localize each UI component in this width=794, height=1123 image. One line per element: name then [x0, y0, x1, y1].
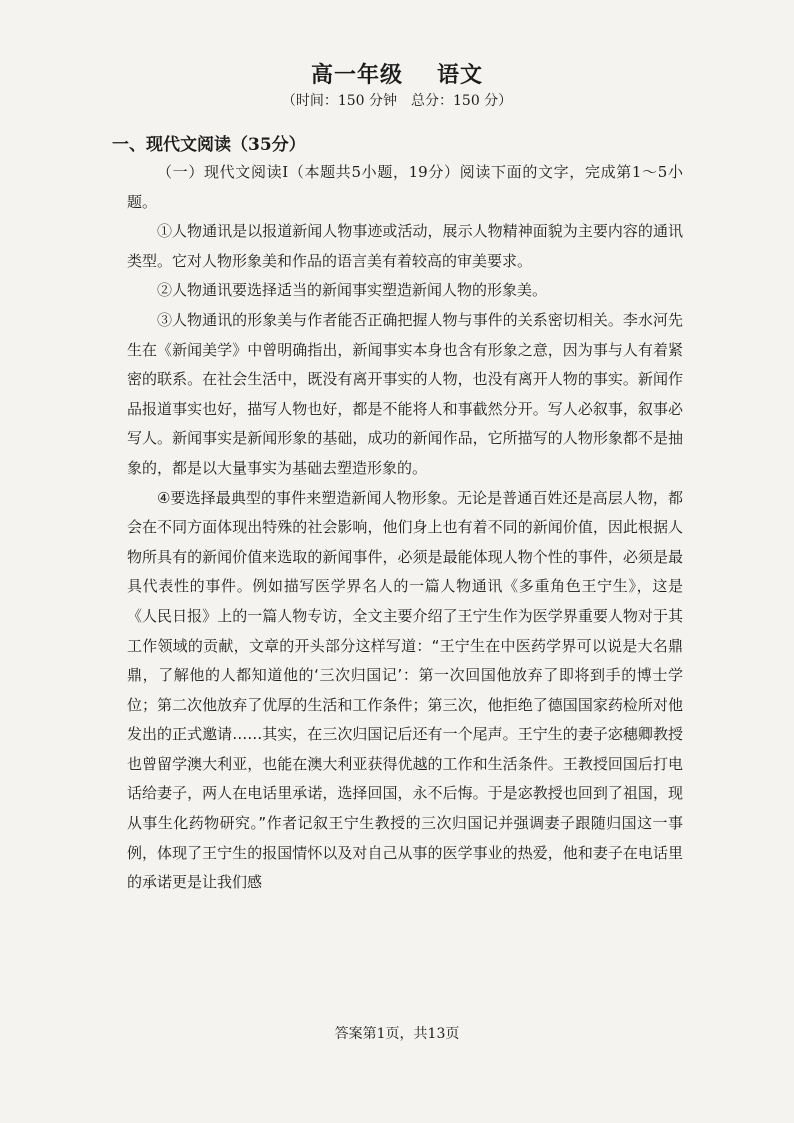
exam-meta: （时间：150 分钟 总分：150 分）	[281, 93, 513, 109]
subject-label: 语文	[437, 62, 484, 88]
reading-passage	[127, 158, 683, 898]
question-instruction: （一）现代文阅读Ⅰ（本题共5小题，19分）阅读下面的文字，完成第1～5小题。	[127, 163, 683, 211]
section-heading: 一、现代文阅读（35分）	[112, 135, 306, 155]
passage-paragraph-2: ②人物通讯要选择适当的新闻事实塑造新闻人物的形象美。	[157, 281, 548, 300]
passage-paragraph-3: ③人物通讯的形象美与作者能否正确把握人物与事件的关系密切相关。李水河先生在《新闻美学》中曾明确指出，新闻事实本身也含有形象之意，因为事与人有着紧密的联系。在社会生活中，既没有离开事实的人物，也没有离开人物的事实。新闻作品报道事实也好，描写人物也好，都是不能将人和事截然分开。写人必叙事，叙事必写人。新闻事实是新闻形象的基础，成功的新闻作品，它所描写的人物形象都不是抽象的，都是以大量事实为基础去塑造形象的。	[127, 310, 683, 477]
exam-title	[0, 58, 794, 89]
passage-paragraph-1: ①人物通讯是以报道新闻人物事迹或活动，展示人物精神面貌为主要内容的通讯类型。它对人物形象美和作品的语言美有着较高的审美要求。	[127, 222, 683, 270]
passage-paragraph-4: ④要选择最典型的事件来塑造新闻人物形象。无论是普通百姓还是高层人物，都会在不同方面体现出特殊的社会影响，他们身上也有着不同的新闻价值，因此根据人物所具有的新闻价值来选取的新闻事件，必须是最能体现人物个性的事件，必须是最具代表性的事件。例如描写医学界名人的一篇人物通讯《多重角色王宁生》，这是《人民日报》上的一篇人物专访，全文主要介绍了王宁生作为医学界重要人物对于其工作领域的贡献，文章的开头部分这样写道：“王宁生在中医药学界可以说是大名鼎鼎，了解他的人都知道他的‘三次归国记’：第一次回国他放弃了即将到手的博士学位；第二次他放弃了优厚的生活和工作条件；第三次，他拒绝了德国国家药检所对他发出的正式邀请……其实，在三次归国记后还有一个尾声。王宁生的妻子宓穗卿教授也曾留学澳大利亚，也能在澳大利亚获得优越的工作和生活条件。王教授回国后打电话给妻子，两人在电话里承诺，选择回国，永不后悔。于是宓教授也回到了祖国，现从事生化药物研究。”作者记叙王宁生教授的三次归国记并强调妻子跟随归国这一事例，体现了王宁生的报国情怀以及对自己从事的医学事业的热爱，他和妻子在电话里的承诺更是让我们感	[127, 488, 683, 892]
grade-label: 高一年级	[310, 62, 403, 88]
page-footer: 答案第1页，共13页	[334, 1026, 460, 1042]
